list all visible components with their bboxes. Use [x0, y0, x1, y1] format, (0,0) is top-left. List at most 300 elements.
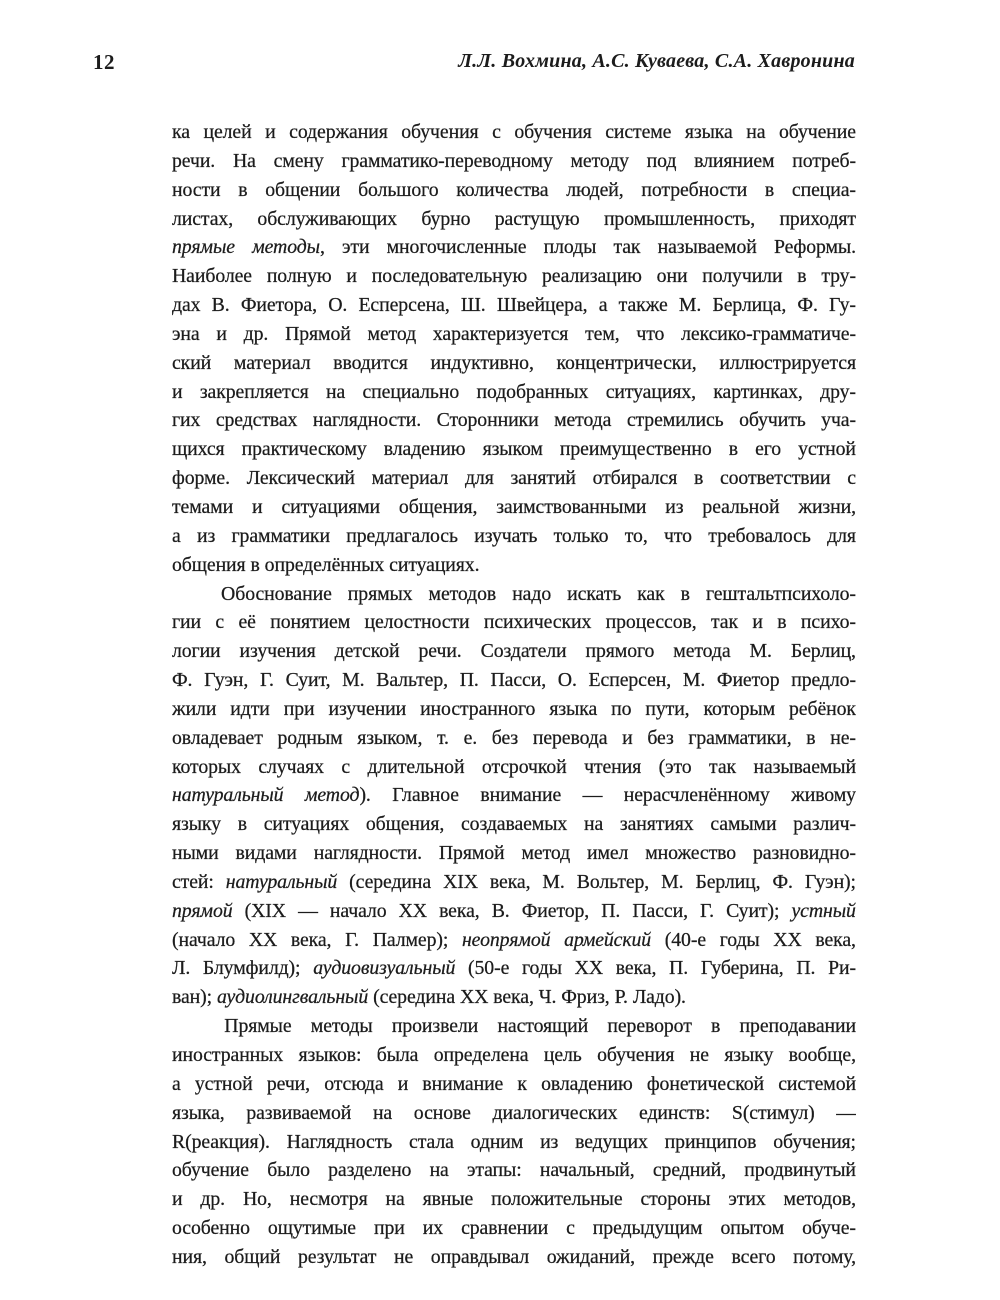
word: в — [728, 438, 738, 461]
word: к — [517, 1072, 527, 1095]
word: ведущих — [575, 1130, 648, 1153]
word: реальной — [702, 495, 780, 518]
word: Гуэн, — [204, 669, 249, 692]
word: грамматики — [231, 524, 330, 547]
text-line — [172, 291, 856, 320]
text-line — [172, 781, 856, 810]
word: Г. — [345, 928, 360, 951]
word: дру- — [820, 380, 856, 403]
word: в — [711, 1015, 721, 1038]
text-line — [172, 1070, 856, 1099]
word: занятиях — [619, 813, 694, 836]
word: гештальтпсихоло- — [705, 582, 856, 605]
word: называемый — [753, 755, 856, 778]
word: растущую — [494, 207, 580, 230]
text-line — [172, 378, 856, 407]
word: обучения — [514, 121, 592, 143]
word: предло- — [791, 669, 856, 692]
text-line — [172, 551, 856, 580]
word: П. — [601, 899, 621, 922]
text-line — [172, 1041, 856, 1070]
word: (начало — [172, 928, 236, 951]
word: количества — [456, 178, 549, 201]
word: начало — [329, 899, 387, 922]
text-line — [172, 493, 856, 522]
word: Гуэн); — [804, 870, 856, 893]
word: Г. — [700, 899, 714, 922]
word: неопрямой — [461, 928, 551, 951]
word: системе — [605, 121, 672, 143]
word: устной — [194, 1072, 253, 1095]
word: сравнении — [461, 1217, 549, 1240]
word: Обоснование — [221, 582, 332, 605]
word: называемой — [657, 236, 757, 259]
word: отсюда — [324, 1072, 384, 1095]
word: как — [637, 582, 665, 605]
word: приходят — [779, 207, 856, 230]
word: Фиетор, — [521, 899, 590, 922]
word: внимание — [480, 784, 562, 807]
word: метод). — [304, 784, 371, 807]
word: фонетической — [646, 1072, 765, 1095]
word: специа- — [791, 178, 856, 201]
word: форме. — [172, 467, 230, 490]
word: — — [298, 899, 318, 922]
word: с — [566, 1217, 575, 1240]
word: методов, — [783, 1188, 856, 1211]
word: Вальтер, — [376, 669, 448, 692]
word: обучение — [778, 121, 856, 143]
word: языком, — [357, 726, 423, 749]
word: методы — [310, 1015, 373, 1038]
word: в — [693, 467, 704, 490]
word: Сторонники — [436, 409, 539, 432]
word: е. — [463, 726, 478, 749]
word: и — [265, 121, 276, 143]
word: при — [283, 697, 315, 720]
word: с — [341, 755, 351, 778]
word: так — [711, 611, 738, 634]
text-line — [172, 262, 856, 291]
word: материал — [233, 351, 311, 374]
word: обучения — [401, 121, 479, 143]
word: преимущественно — [559, 438, 712, 461]
word: результат — [297, 1245, 377, 1268]
word: тем, — [585, 322, 620, 345]
word: практическому — [241, 438, 367, 461]
word: Ри- — [828, 957, 856, 980]
word: XX — [248, 928, 278, 951]
word: языку — [172, 813, 221, 836]
text-line — [172, 637, 856, 666]
word: на — [746, 121, 766, 143]
text-line — [172, 233, 856, 262]
word: натуральный — [225, 870, 338, 893]
text-line — [172, 320, 856, 349]
word: языков: — [298, 1044, 362, 1066]
word: ситуациях — [263, 813, 350, 836]
word: перевода — [532, 726, 608, 749]
word: видами — [235, 842, 297, 865]
word: общении — [265, 178, 341, 201]
word: (40-е — [664, 928, 707, 951]
word: не — [393, 1245, 414, 1268]
word: влиянием — [694, 149, 775, 172]
text-line — [172, 580, 856, 609]
word: Ладо). — [632, 986, 686, 1009]
word: М. — [749, 640, 772, 663]
word: века, — [489, 870, 531, 893]
word: в — [237, 813, 247, 836]
word: жизни, — [798, 495, 856, 518]
word: содержания — [289, 121, 388, 143]
word: и — [252, 495, 263, 518]
word: и — [216, 322, 227, 345]
word: века, — [290, 928, 332, 951]
word: создаваемых — [461, 813, 568, 836]
word: армейский — [564, 928, 652, 951]
word: речи. — [172, 149, 216, 172]
word: др. — [200, 1188, 226, 1211]
word: века, — [439, 899, 480, 922]
word: Фиетора, — [240, 294, 317, 317]
text-line — [172, 435, 856, 464]
word: начальный, — [539, 1159, 635, 1182]
word: множество — [645, 842, 737, 865]
word: овладевает — [172, 726, 263, 749]
word: самыми — [710, 813, 777, 836]
word: средствах — [215, 409, 298, 432]
word: средний, — [652, 1159, 727, 1182]
word: было — [267, 1159, 310, 1182]
word: О. — [328, 294, 348, 317]
word: XX — [398, 899, 427, 922]
word: была — [376, 1044, 419, 1066]
word: Берлица, — [712, 294, 787, 317]
word: разновидно- — [752, 842, 856, 865]
word: преподавании — [739, 1015, 856, 1038]
word: промышленность, — [603, 207, 756, 230]
word: при — [373, 1217, 405, 1240]
word: Лексический — [246, 467, 355, 490]
word: ными — [172, 842, 219, 865]
word: по — [611, 697, 632, 720]
word: (это — [658, 755, 692, 778]
word: материал — [371, 467, 449, 490]
word: жили — [172, 697, 217, 720]
word: родным — [277, 726, 343, 749]
word: с — [215, 611, 225, 634]
word: детской — [334, 640, 400, 663]
text-line — [172, 1012, 856, 1041]
word: века, — [493, 986, 534, 1009]
word: иллюстрируется — [719, 351, 856, 374]
word: наглядности. — [313, 842, 422, 865]
word: грамматико-переводному — [341, 149, 553, 172]
word: живому — [791, 784, 856, 807]
text-line — [172, 753, 856, 782]
word: прежде — [652, 1245, 714, 1268]
word: обучить — [739, 409, 806, 432]
word: Суит, — [285, 669, 331, 692]
word: чтения — [584, 755, 642, 778]
text-line — [172, 118, 856, 147]
word: — — [836, 1101, 856, 1124]
word: а — [598, 294, 608, 317]
word: В. — [211, 294, 230, 317]
word: характеризуется — [432, 322, 569, 345]
word: вообще, — [788, 1044, 856, 1066]
word: ощутимые — [267, 1217, 356, 1240]
word: эна — [172, 322, 200, 345]
word: концентрически, — [556, 351, 697, 374]
text-line — [172, 406, 856, 435]
word: обслуживающих — [257, 207, 397, 230]
word: иностранного — [420, 697, 536, 720]
word: метода — [554, 409, 612, 432]
word: её — [238, 611, 256, 634]
word: так — [709, 755, 737, 778]
word: на — [583, 813, 604, 836]
word: внимание — [422, 1072, 504, 1095]
text-line — [172, 147, 856, 176]
word: особенно — [172, 1217, 250, 1240]
word: т. — [436, 726, 449, 749]
word: Реформы. — [773, 236, 856, 259]
word: М. — [678, 294, 702, 317]
text-line — [172, 1214, 856, 1243]
word: только — [553, 524, 609, 547]
word: в — [250, 553, 260, 576]
word: Прямой — [438, 842, 505, 865]
word: устной — [798, 438, 856, 461]
word: Берлиц, — [695, 870, 761, 893]
word: также — [618, 294, 668, 317]
word: Л. — [172, 957, 191, 980]
word: явные — [422, 1188, 474, 1211]
text-line — [172, 522, 856, 551]
word: и — [397, 1072, 409, 1095]
word: гии — [172, 611, 201, 634]
word: Палмер); — [372, 928, 449, 951]
word: метод — [521, 842, 571, 865]
word: плоды — [543, 236, 597, 259]
word: бурно — [421, 207, 471, 230]
word: на — [325, 380, 346, 403]
word: не- — [830, 726, 856, 749]
word: М. — [661, 870, 684, 893]
word: Ф. — [172, 669, 193, 692]
word: логии — [172, 640, 221, 663]
word: обучения — [597, 1044, 675, 1066]
word: вводится — [333, 351, 408, 374]
word: настоящий — [497, 1015, 589, 1038]
word: психо- — [800, 611, 856, 634]
word: понятием — [270, 611, 351, 634]
word: в — [680, 582, 690, 605]
word: и — [172, 1188, 183, 1211]
word: общения, — [398, 495, 478, 518]
text-line — [172, 897, 856, 926]
word: века, — [815, 928, 856, 951]
word: имел — [586, 842, 629, 865]
word: прямой — [172, 899, 233, 922]
text-line — [172, 464, 856, 493]
text-line — [172, 724, 856, 753]
word: потребности — [641, 178, 748, 201]
word: XX — [773, 928, 802, 951]
word: так — [613, 236, 641, 259]
word: основе — [413, 1101, 471, 1124]
text-line — [172, 608, 856, 637]
word: (XIX — [244, 899, 286, 922]
word: потому, — [793, 1245, 856, 1268]
word: диалогических — [492, 1101, 618, 1124]
word: под — [646, 149, 677, 172]
word: надо — [512, 582, 552, 605]
word: специально — [362, 380, 460, 403]
word: подобранных — [476, 380, 589, 403]
word: его — [755, 438, 782, 461]
word: щихся — [172, 438, 225, 461]
word: методу — [570, 149, 629, 172]
word: закрепляется — [199, 380, 309, 403]
word: в — [764, 178, 775, 201]
word: Берлиц, — [790, 640, 856, 663]
text-line — [172, 695, 856, 724]
word: положительные — [491, 1188, 623, 1211]
word: для — [827, 524, 856, 547]
word: пути, — [645, 697, 690, 720]
word: соответствии — [719, 467, 831, 490]
word: потреб- — [792, 149, 856, 172]
word: и — [752, 611, 763, 634]
word: развиваемой — [246, 1101, 352, 1124]
word: единств: — [639, 1101, 711, 1124]
word: индуктивно, — [430, 351, 534, 374]
word: Вольтер, — [576, 870, 650, 893]
word: а — [172, 524, 181, 547]
word: О. — [557, 669, 577, 692]
text-line — [172, 839, 856, 868]
word: эти — [342, 236, 370, 259]
text-line — [172, 926, 856, 955]
word: R(реакция). — [172, 1130, 270, 1153]
word: ожиданий, — [546, 1245, 636, 1268]
word: устный — [791, 899, 856, 922]
word: — — [582, 784, 603, 807]
word: методов — [428, 582, 497, 605]
word: обучение — [172, 1159, 249, 1182]
page-text — [172, 118, 856, 1272]
word: на — [385, 1188, 405, 1211]
word: Создатели — [480, 640, 567, 663]
word: стей: — [172, 870, 214, 893]
word: отбирался — [592, 467, 678, 490]
word: ван); — [172, 986, 213, 1009]
word: владению — [383, 438, 466, 461]
word: стороны — [640, 1188, 711, 1211]
text-line — [172, 666, 856, 695]
word: разделено — [328, 1159, 412, 1182]
word: людей, — [566, 178, 624, 201]
word: для — [464, 467, 494, 490]
word: Наглядность — [286, 1130, 393, 1153]
word: с — [847, 467, 856, 490]
word: процессов, — [605, 611, 697, 634]
word: а — [172, 1072, 181, 1095]
word: из — [540, 1130, 559, 1153]
word: Есперсен, — [588, 669, 672, 692]
word: смену — [273, 149, 324, 172]
word: которым — [703, 697, 776, 720]
word: годы — [522, 957, 562, 980]
word: Ш. — [460, 294, 486, 317]
word: требовалось — [708, 524, 811, 547]
word: без — [491, 726, 519, 749]
word: произвели — [391, 1015, 479, 1038]
word: в — [238, 178, 248, 201]
word: изучения — [239, 640, 316, 663]
word: уча- — [821, 409, 856, 432]
word: картинках, — [713, 380, 803, 403]
word: одним — [470, 1130, 524, 1153]
word: отсрочкой — [481, 755, 567, 778]
word: темами — [172, 495, 234, 518]
word: оправдывал — [430, 1245, 530, 1268]
word: стала — [409, 1130, 454, 1153]
word: В. — [491, 899, 510, 922]
word: годы — [719, 928, 760, 951]
word: ности — [172, 178, 221, 201]
word: определена — [433, 1044, 529, 1066]
word: в — [797, 265, 807, 288]
page-number: 12 — [93, 50, 115, 74]
word: Суит); — [726, 899, 780, 922]
word: идти — [230, 697, 270, 720]
running-header: Л.Л. Вохмина, А.С. Куваева, С.А. Хавронина — [458, 50, 855, 72]
word: опытом — [720, 1217, 785, 1240]
word: различ- — [793, 813, 856, 836]
word: реализацию — [541, 265, 642, 288]
word: которых — [172, 755, 241, 778]
word: М. — [342, 669, 365, 692]
word: Есперсена, — [358, 294, 450, 317]
word: гих — [172, 409, 201, 432]
word: случаях — [258, 755, 324, 778]
word: Блумфилд); — [202, 957, 301, 980]
word: стремились — [626, 409, 724, 432]
word: что — [636, 322, 665, 345]
word: получили — [702, 265, 783, 288]
word: метода — [673, 640, 731, 663]
word: Г. — [259, 669, 274, 692]
word: Фриз, — [561, 986, 610, 1009]
word: полную — [266, 265, 332, 288]
word: лексико-грамматиче- — [681, 322, 856, 345]
word: не — [689, 1044, 709, 1066]
word: психических — [483, 611, 592, 634]
word: века, — [615, 957, 657, 980]
word: Ч. — [538, 986, 557, 1009]
word: и — [346, 265, 357, 288]
text-line — [172, 954, 856, 983]
word: П. — [796, 957, 816, 980]
text-line — [172, 1243, 856, 1272]
word: языку — [724, 1044, 774, 1066]
word: др. — [243, 322, 269, 345]
word: целостности — [364, 611, 470, 634]
